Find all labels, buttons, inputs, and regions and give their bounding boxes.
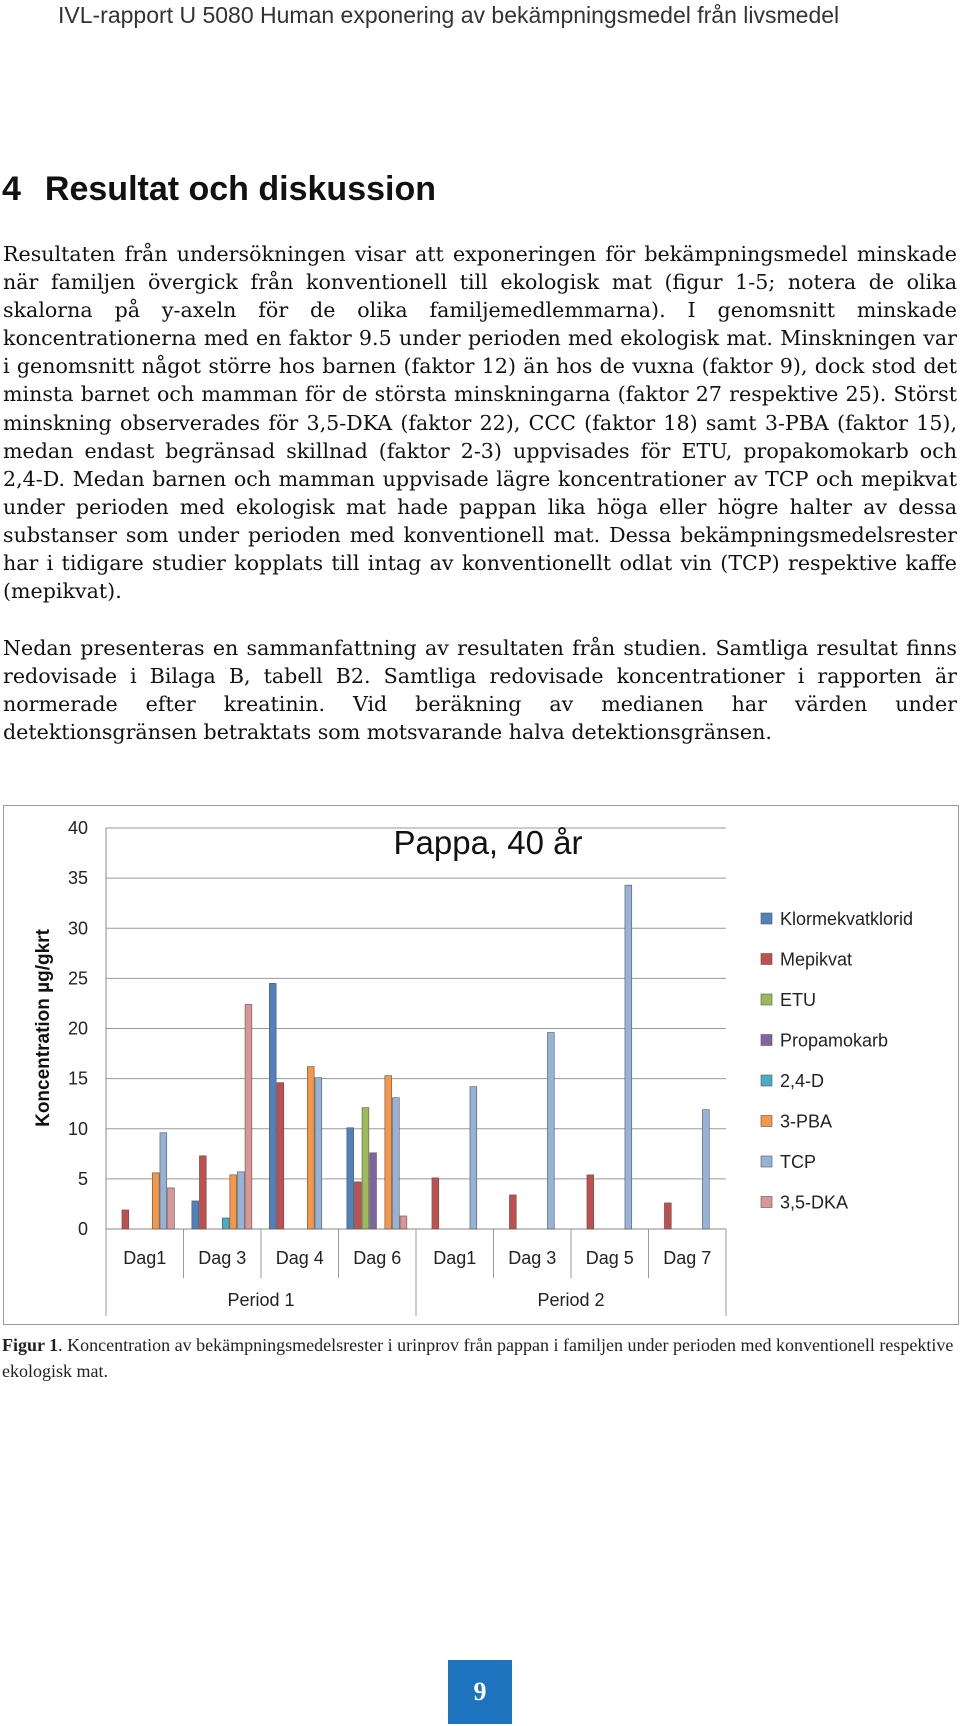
- section-number: 4: [2, 170, 21, 208]
- x-tick-label: Dag 3: [198, 1248, 247, 1268]
- bar: [222, 1218, 229, 1229]
- bar: [362, 1108, 369, 1229]
- x-tick-label: Dag 3: [508, 1248, 557, 1268]
- bar: [192, 1201, 199, 1229]
- legend-label: TCP: [780, 1152, 816, 1172]
- legend-label: Propamokarb: [780, 1030, 889, 1051]
- legend-swatch: [761, 994, 772, 1005]
- y-tick-label: 10: [67, 1118, 88, 1139]
- legend-label: ETU: [780, 990, 816, 1010]
- y-tick-label: 20: [67, 1018, 88, 1039]
- x-tick-label: Dag 5: [585, 1248, 634, 1268]
- bar-chart-svg: [4, 806, 958, 1324]
- legend-swatch: [761, 1156, 772, 1167]
- bar: [385, 1076, 392, 1229]
- legend-swatch: [761, 1075, 772, 1086]
- bar: [315, 1078, 322, 1229]
- x-tick-label: Dag1: [123, 1248, 167, 1268]
- bar: [277, 1083, 284, 1229]
- bar: [230, 1175, 237, 1229]
- bar: [625, 885, 632, 1229]
- legend-label: 2,4-D: [780, 1071, 825, 1091]
- y-tick-label: 5: [77, 1168, 88, 1189]
- legend-label: Klormekvatklorid: [780, 909, 914, 929]
- bar: [269, 983, 276, 1229]
- bar: [432, 1178, 439, 1229]
- y-tick-label: 0: [77, 1219, 88, 1239]
- bar: [168, 1188, 175, 1229]
- running-header: IVL-rapport U 5080 Human exponering av bekämpningsmedel från livsmedel: [58, 2, 840, 28]
- figure-1-chart: [3, 805, 959, 1325]
- bar: [509, 1195, 516, 1229]
- paragraph-summary: Nedan presenteras en sammanfattning av resultaten från studien. Samtliga resultat finns redovisade i Bilaga B, tabell B2. Samtliga redovisade koncentrationer i rapporten är normerade efter kreatinin. Vid beräkning av medianen har värden under detektionsgränsen betraktats som motsvarande halva detektionsgränsen.: [3, 636, 957, 745]
- bar: [400, 1216, 407, 1229]
- bar: [587, 1175, 594, 1229]
- bar: [470, 1087, 477, 1229]
- y-tick-label: 25: [67, 968, 88, 989]
- legend-label: 3-PBA: [780, 1111, 833, 1132]
- bar: [547, 1033, 554, 1229]
- bar: [307, 1067, 314, 1229]
- legend-swatch: [761, 1116, 772, 1127]
- x-tick-label: Dag 4: [275, 1248, 324, 1268]
- section-heading: [2, 170, 436, 209]
- bar: [392, 1098, 399, 1229]
- section-title: Resultat och diskussion: [44, 170, 437, 208]
- caption-label: Figur 1: [2, 1335, 59, 1355]
- x-tick-label: Dag1: [433, 1248, 477, 1268]
- bar: [702, 1110, 709, 1229]
- bar: [237, 1172, 244, 1229]
- bar: [370, 1153, 377, 1229]
- page-number: 9: [448, 1660, 512, 1724]
- caption-text: . Koncentration av bekämpningsmedelsrester i urinprov från pappan i familjen under perioden med konventionell respektive ekologisk mat.: [2, 1335, 954, 1381]
- group-label: Period 1: [227, 1290, 295, 1310]
- bar: [347, 1128, 354, 1229]
- bar: [152, 1173, 159, 1229]
- legend-label: Mepikvat: [780, 949, 853, 970]
- bar: [664, 1203, 671, 1229]
- bar: [160, 1133, 167, 1229]
- legend-swatch: [761, 954, 772, 965]
- x-tick-label: Dag 7: [663, 1248, 712, 1268]
- legend-swatch: [761, 913, 772, 924]
- figure-caption: [2, 1332, 956, 1384]
- legend-swatch: [761, 1197, 772, 1208]
- paragraph-results: Resultaten från undersökningen visar att exponeringen för bekämpningsmedel minskade när familjen övergick från konventionell till ekologisk mat (figur 1-5; notera de olika skalorna på y-axeln för de olika familjemedlemmarna). I genomsnitt minskade koncentrationerna med en faktor 9.5 under perioden med ekologisk mat. Minskningen var i genomsnitt något större hos barnen (faktor 12) än hos de vuxna (faktor 9), dock stod det minsta barnet och mamman för de största minskningarna (faktor 27 respektive 25). Störst minskning observerades för 3,5-DKA (faktor 22), CCC (faktor 18) samt 3-PBA (faktor 15), medan endast begränsad skillnad (faktor 2-3) uppvisades för ETU, propakomokarb och 2,4-D. Medan barnen och mamman uppvisade lägre koncentrationer av TCP och mepikvat under perioden med ekologisk mat hade pappan lika höga eller högre halter av dessa substanser som under perioden med konventionell mat. Dessa bekämpningsmedelsrester har i tidigare studier kopplats till intag av konventionellt odlat vin (TCP) respektive kaffe (mepikvat).: [3, 242, 957, 604]
- group-label: Period 2: [537, 1290, 605, 1310]
- bar: [245, 1004, 252, 1229]
- chart-title: Pappa, 40 år: [393, 824, 583, 861]
- bar: [122, 1210, 129, 1229]
- y-tick-label: 40: [67, 818, 88, 838]
- x-tick-label: Dag 6: [353, 1248, 402, 1268]
- y-tick-label: 15: [67, 1068, 88, 1089]
- legend-label: 3,5-DKA: [780, 1192, 849, 1213]
- bar: [354, 1182, 361, 1229]
- y-tick-label: 30: [67, 918, 88, 939]
- y-axis-title: Koncentration µg/gkrt: [33, 929, 54, 1127]
- bar: [199, 1156, 206, 1229]
- legend-swatch: [761, 1035, 772, 1046]
- y-tick-label: 35: [67, 868, 88, 889]
